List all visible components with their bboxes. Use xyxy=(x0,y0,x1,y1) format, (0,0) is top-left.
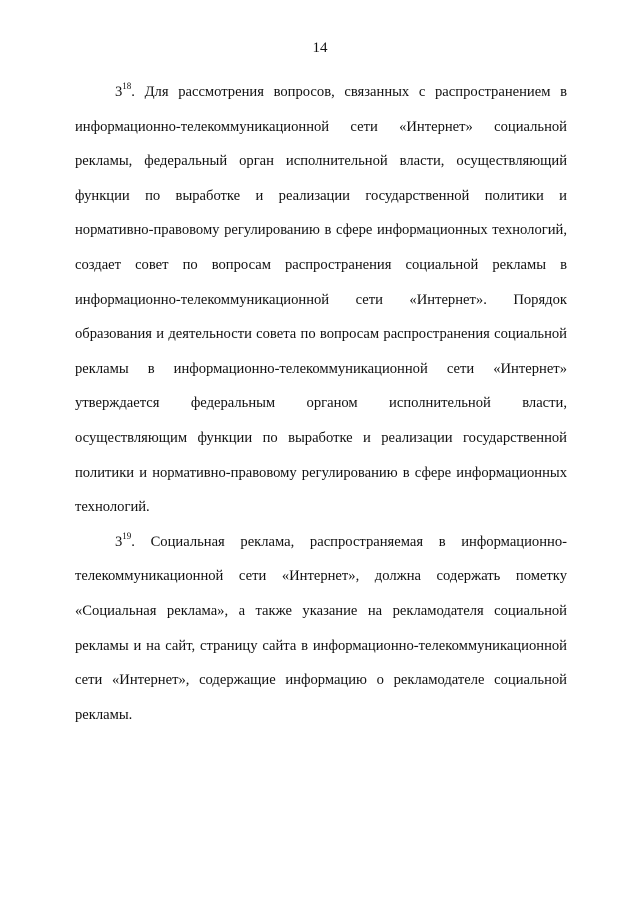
clause-superscript: 18 xyxy=(122,81,132,92)
page-number: 14 xyxy=(312,40,328,56)
paragraph-text: . Для рассмотрения вопросов, связанных с распространением в информационно-телекоммуникационной сети «Интернет» социальной рекламы, федеральный орган исполнительной власти, осуществляющий функции по выработке и реализации государственной политики и нормативно-правовому регулированию в сфере информационных технологий, создает совет по вопросам распространения социальной рекламы в информационно-телекоммуникационной сети «Интернет». Порядок образования и деятельности совета по вопросам распространения социальной рекламы в информационно-телекоммуникационной сети «Интернет» утверждается федеральным органом исполнительной власти, осуществляющим функции по выработке и реализации государственной политики и нормативно-правовому регулированию в сфере информационных технологий. xyxy=(75,84,567,516)
clause-superscript: 19 xyxy=(122,530,132,541)
paragraph-text: . Социальная реклама, распространяемая в информационно-телекоммуникационной сети «Интернет», должна содержать пометку «Социальная реклама», а также указание на рекламодателя социальной рекламы и на сайт, страницу сайта в информационно-телекоммуникационной сети «Интернет», содержащие информацию о рекламодателе социальной рекламы. xyxy=(75,533,567,723)
clause-number: 3 xyxy=(115,84,123,100)
paragraph-3-19 xyxy=(75,525,567,733)
clause-number: 3 xyxy=(115,533,123,550)
paragraph-3-18 xyxy=(75,75,567,525)
document-body xyxy=(75,75,567,732)
